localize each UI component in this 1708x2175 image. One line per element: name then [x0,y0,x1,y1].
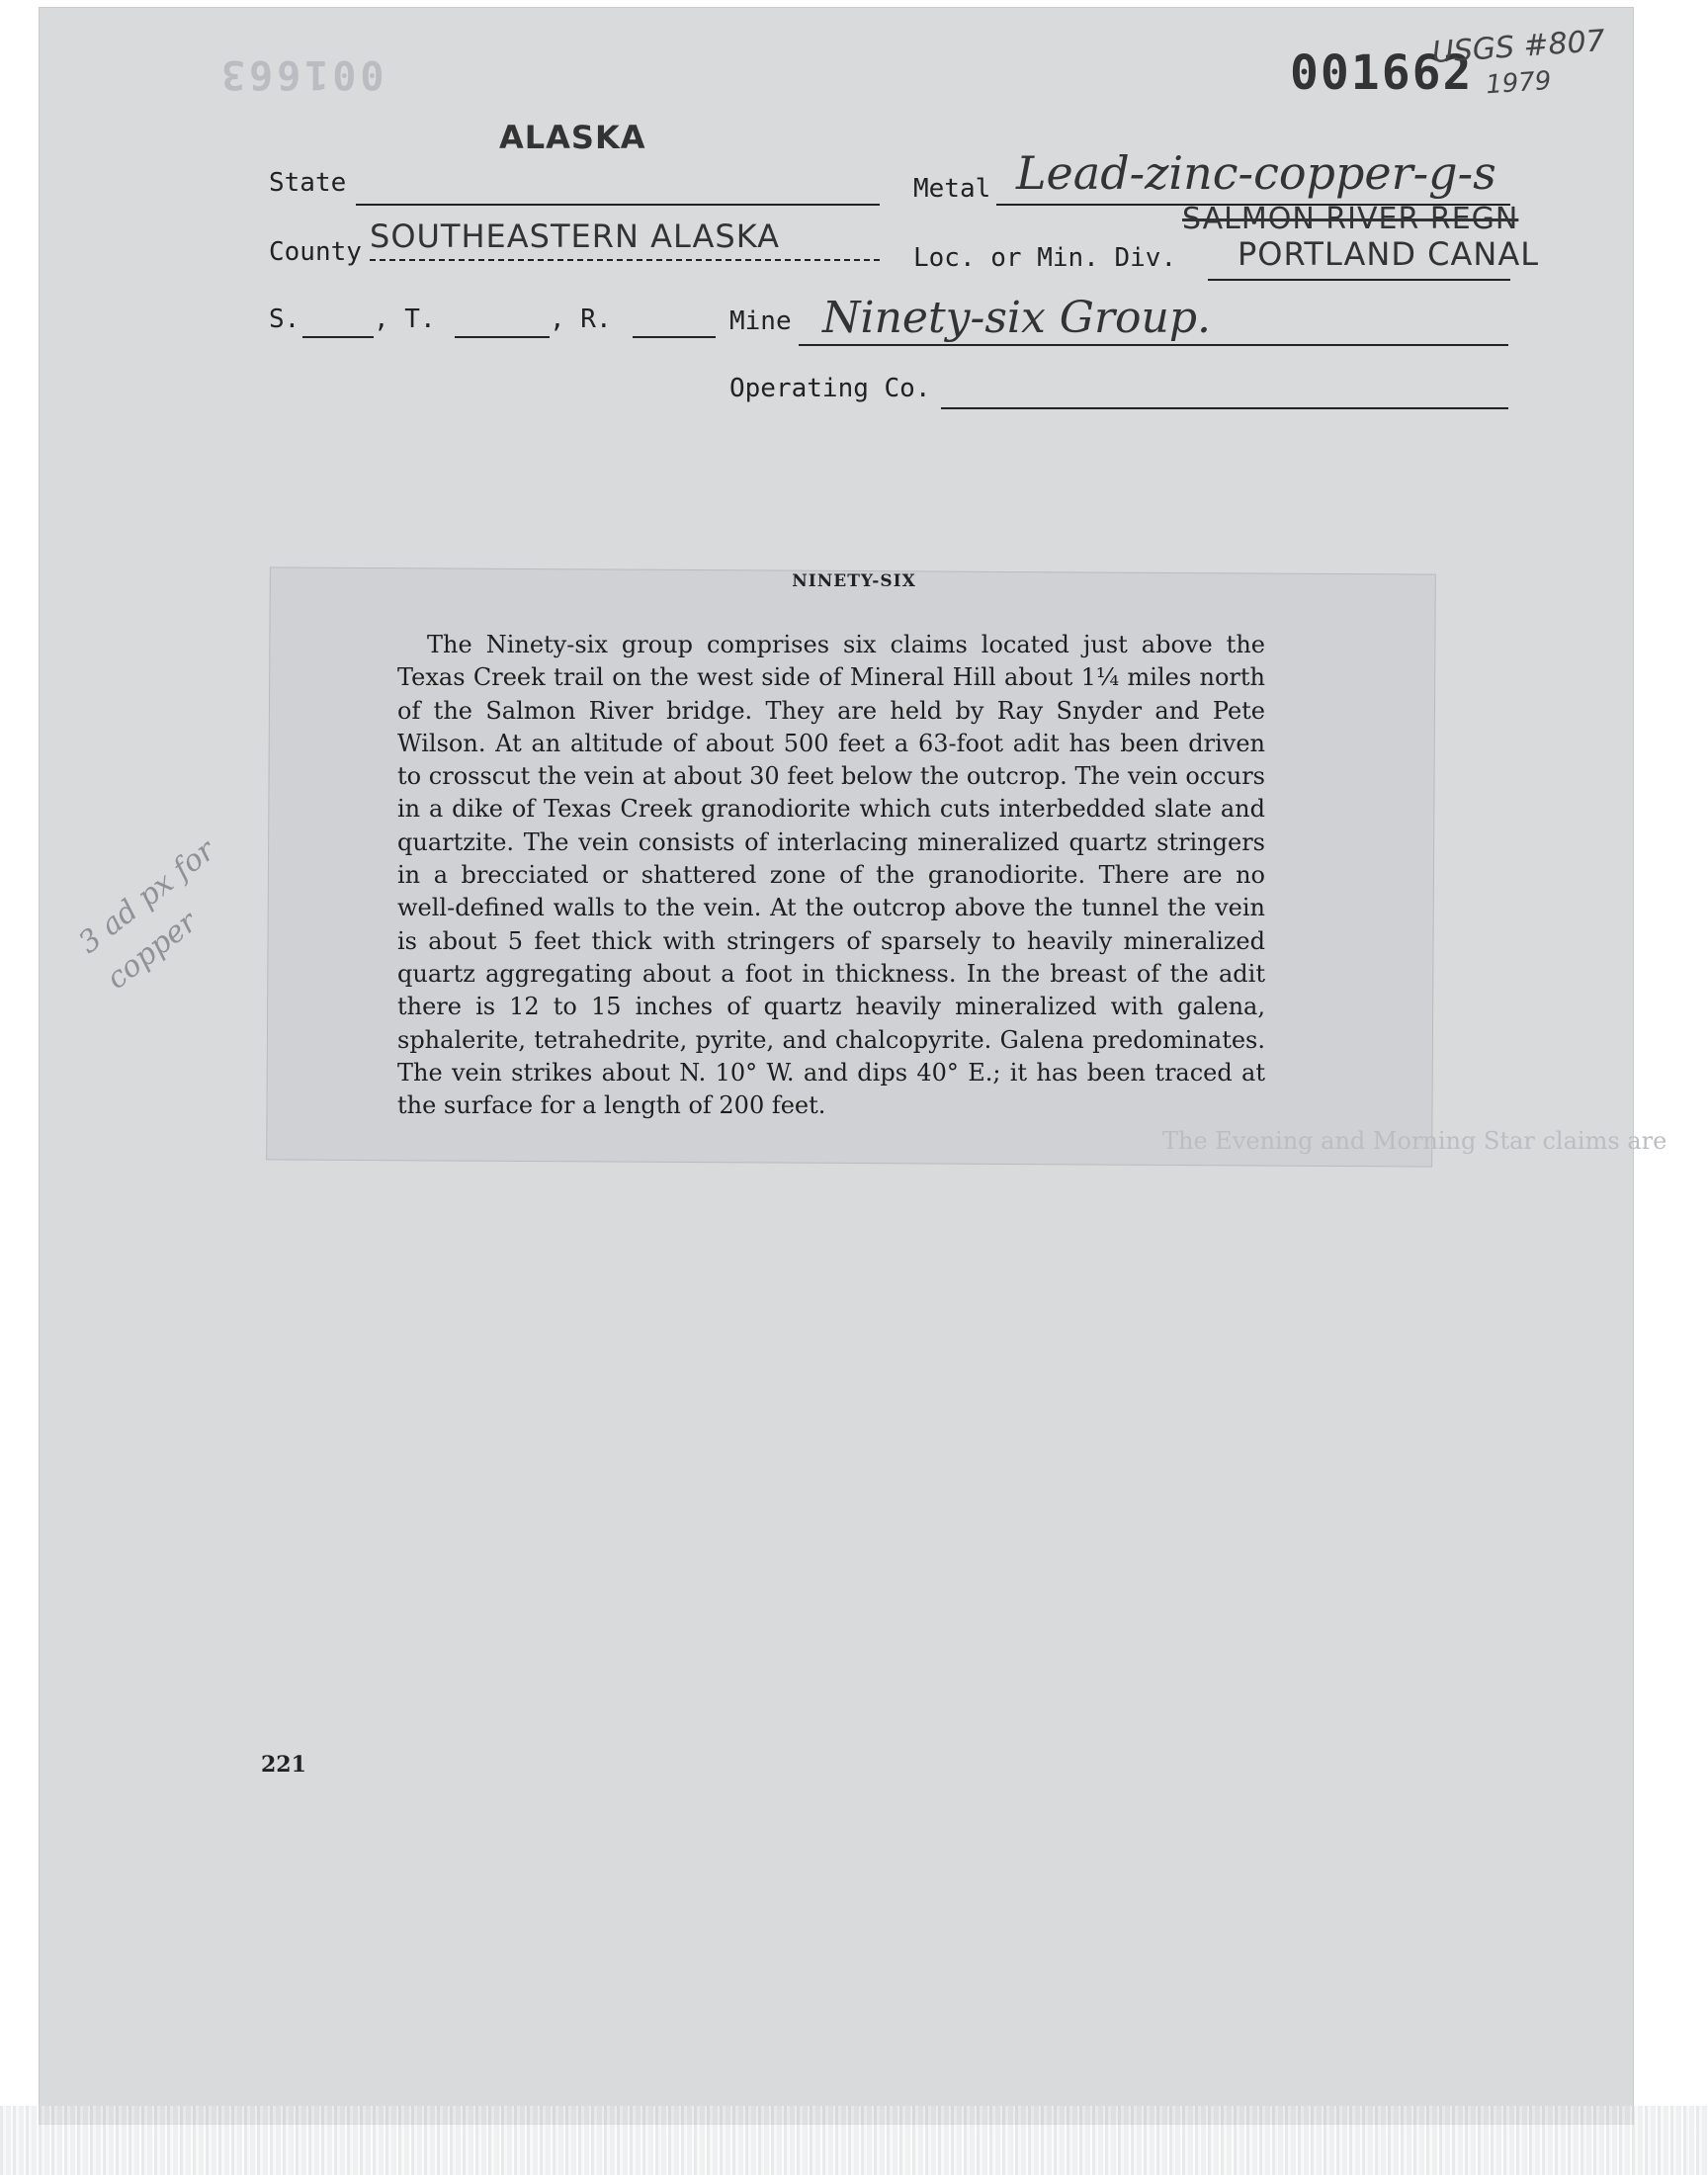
mine-value: Ninety-six Group. [822,293,1211,343]
clipping-body-text: The Ninety-six group comprises six claims located just above the Texas Creek trail on the west side of Mineral Hill about 1¼ miles north of the Salmon River bridge. They are held by Ray Snyder and Pete Wilson. At an altitude of about 500 feet a 63-foot adit has been driven to crosscut the vein at about 30 feet below the outcrop. The vein occurs in a dike of Texas Creek granodiorite which cuts interbedded slate and quartzite. The vein consists of interlacing mineralized quartz stringers in a brecciated or shattered zone of the granodiorite. There are no well-defined walls to the vein. At the outcrop above the tunnel the vein is about 5 feet thick with stringers of sparsely to heavily mineralized quartz aggregating about a foot in thickness. In the breast of the adit there is 12 to 15 inches of quartz heavily mineralized with galena, sphalerite, tetrahedrite, pyrite, and chalcopyrite. Galena predominates. The vein strikes about N. 10° W. and dips 40° E.; it has been traced at the surface for a length of 200 feet. [397,631,1265,1120]
state-line [356,204,880,206]
section-label: S. [269,304,300,334]
margin-handwritten-note: 3 ad px for copper [72,832,222,997]
mine-line [799,344,1508,346]
loc-label: Loc. or Min. Div. [913,243,1177,273]
township-line [455,336,550,338]
usgs-note-text: USGS #807 [1430,23,1606,71]
county-value: SOUTHEASTERN ALASKA [370,218,781,255]
range-label: , R. [550,304,612,334]
section-line [302,336,374,338]
usgs-note-year: 1979 [1485,65,1553,101]
mine-label: Mine [729,306,792,336]
metal-value: Lead-zinc-copper-g-s [1016,146,1496,200]
clipping-title: NINETY-SIX [792,571,916,591]
usgs-handwritten-note [1431,24,1609,107]
county-line [370,259,880,261]
operating-co-label: Operating Co. [729,374,931,403]
bleed-through-text: The Evening and Morning Star claims are [1162,1127,1667,1155]
operating-co-line [941,407,1508,409]
state-value: ALASKA [499,119,646,156]
range-line [633,336,716,338]
metal-label: Metal [913,174,991,204]
township-label: , T. [374,304,436,334]
loc-value: PORTLAND CANAL [1238,235,1540,273]
county-label: County [269,237,362,267]
loc-struck-value: SALMON RIVER REGN [1182,202,1519,236]
mirrored-stamp-number: 001663 [217,51,384,97]
record-stamp-number: 001662 [1290,45,1474,101]
loc-line [1208,279,1510,281]
scan-edge-artifact [0,2106,1708,2175]
state-label: State [269,168,347,198]
page-number: 221 [261,1752,306,1778]
